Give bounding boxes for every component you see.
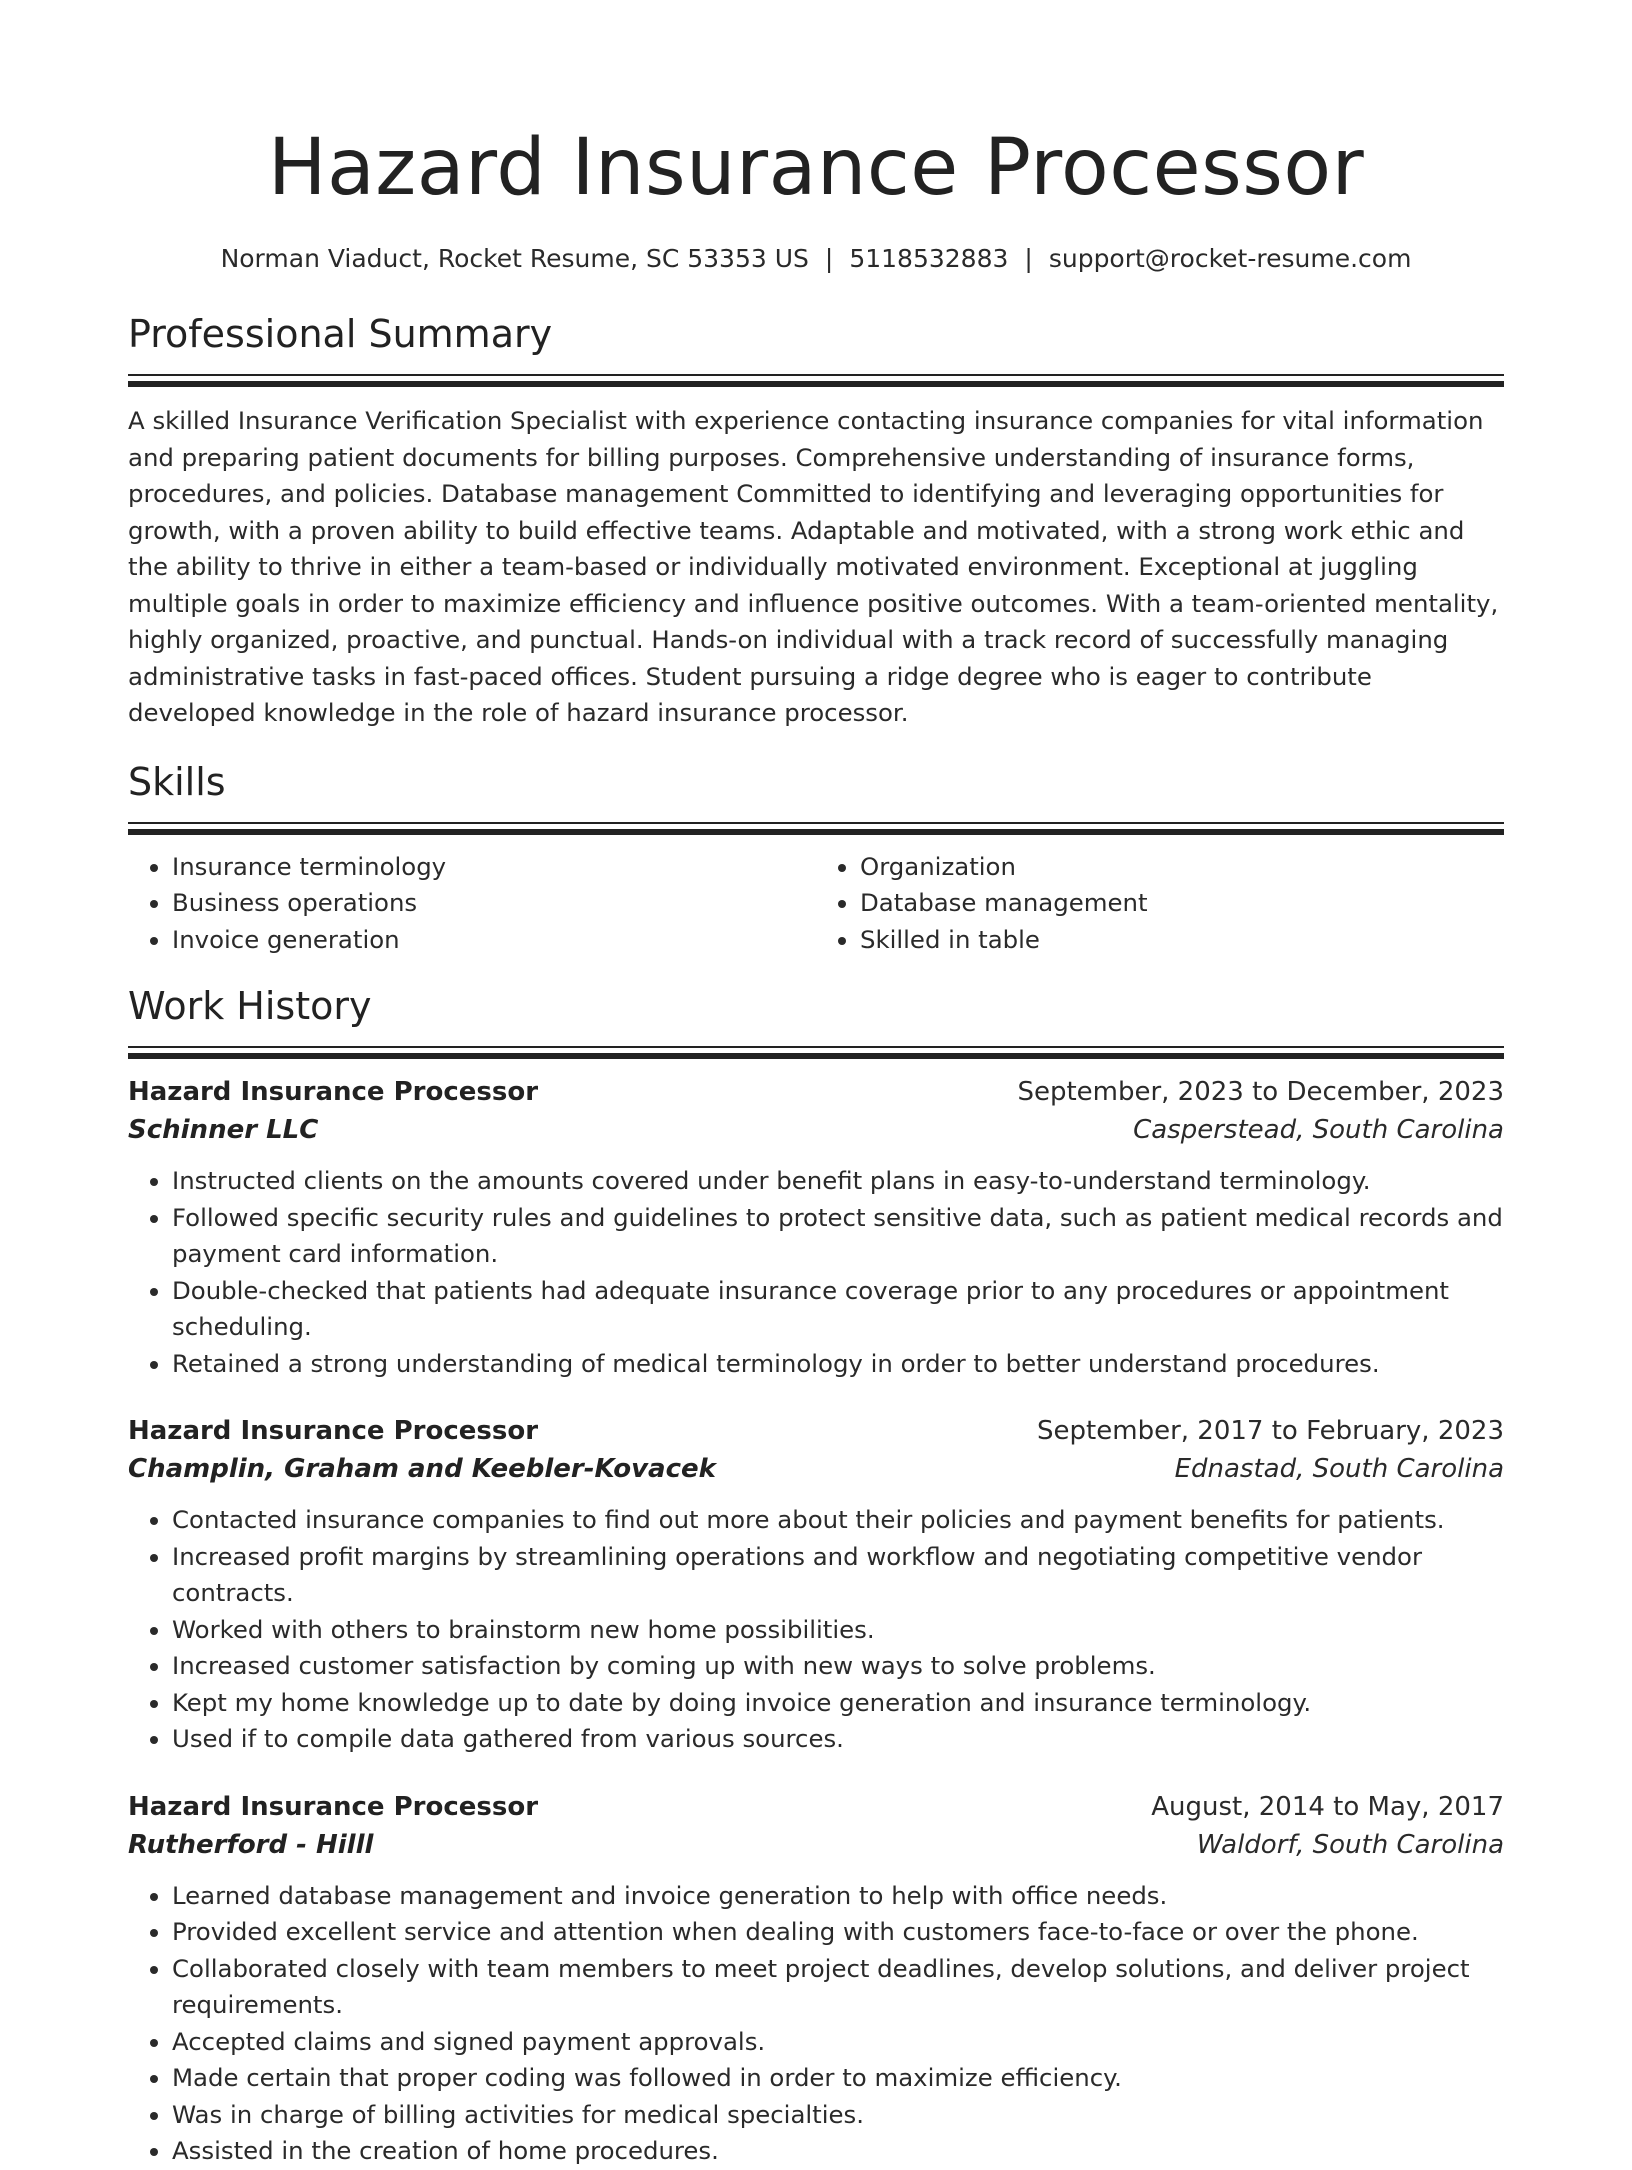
job-bullet: • Followed specific security rules and guidelines to protect sensitive data, such as patient medical records and payment card information. <box>172 1200 1504 1273</box>
job-title: Hazard Insurance Processor <box>128 1416 539 1446</box>
job-location: Casperstead, South Carolina <box>1133 1115 1504 1145</box>
job-entry <box>128 1412 1504 1758</box>
job-entry <box>128 1073 1504 1382</box>
job-dates: September, 2017 to February, 2023 <box>1037 1416 1504 1446</box>
job-bullets <box>128 1878 1504 2170</box>
contact-email[interactable]: support@rocket-resume.com <box>1048 244 1412 273</box>
skill-item: • Skilled in table <box>860 922 1504 959</box>
job-bullet: • Worked with others to brainstorm new home possibilities. <box>172 1612 1504 1649</box>
job-header <box>128 1412 1504 1450</box>
contact-address: Norman Viaduct, Rocket Resume, SC 53353 US <box>220 244 809 273</box>
job-bullet: • Learned database management and invoice generation to help with office needs. <box>172 1878 1504 1915</box>
job-bullet: • Made certain that proper coding was followed in order to maximize efficiency. <box>172 2060 1504 2097</box>
job-bullet: • Assisted in the creation of home procedures. <box>172 2133 1504 2170</box>
contact-separator: | <box>1024 244 1033 273</box>
contact-phone: 5118532883 <box>849 244 1009 273</box>
job-header <box>128 1788 1504 1826</box>
job-company: Schinner LLC <box>128 1115 319 1145</box>
job-bullet: • Was in charge of billing activities for medical specialties. <box>172 2097 1504 2134</box>
section-title-work-history: Work History <box>128 984 372 1028</box>
section-title-summary: Professional Summary <box>128 312 553 356</box>
job-bullets <box>128 1502 1504 1758</box>
job-entry <box>128 1788 1504 2170</box>
job-bullet: • Increased profit margins by streamlining operations and workflow and negotiating competitive vendor contracts. <box>172 1539 1504 1612</box>
section-title-skills: Skills <box>128 759 226 804</box>
job-subheader <box>128 1450 1504 1488</box>
job-location: Ednastad, South Carolina <box>1174 1454 1504 1484</box>
skill-item: • Business operations <box>172 885 816 922</box>
skills-column-left <box>128 849 816 959</box>
skills-list <box>128 849 1504 959</box>
skill-item: • Database management <box>860 885 1504 922</box>
section-rule-thick <box>128 381 1504 387</box>
job-dates: August, 2014 to May, 2017 <box>1151 1791 1504 1822</box>
skill-item: • Organization <box>860 849 1504 886</box>
job-company: Rutherford - Hilll <box>128 1829 374 1860</box>
job-bullet: • Collaborated closely with team members to meet project deadlines, develop solutions, and deliver project requirements. <box>172 1951 1504 2024</box>
skill-item: • Insurance terminology <box>172 849 816 886</box>
work-history-section <box>128 982 1504 2170</box>
resume-page <box>128 0 1504 2170</box>
resume-name: Hazard Insurance Processor <box>267 123 1365 213</box>
section-rule-thin <box>128 822 1504 824</box>
contact-separator: | <box>824 244 834 273</box>
job-bullet: • Retained a strong understanding of medical terminology in order to better understand procedures. <box>172 1346 1504 1383</box>
section-rule-thin <box>128 1046 1504 1048</box>
job-bullet: • Instructed clients on the amounts covered under benefit plans in easy-to-understand terminology. <box>172 1163 1504 1200</box>
job-dates: September, 2023 to December, 2023 <box>1017 1077 1504 1107</box>
contact-line <box>128 242 1504 276</box>
job-title: Hazard Insurance Processor <box>128 1791 539 1822</box>
job-subheader <box>128 1826 1504 1864</box>
job-bullet: • Increased customer satisfaction by coming up with new ways to solve problems. <box>172 1648 1504 1685</box>
skills-column-right <box>816 849 1504 959</box>
section-rule-thick <box>128 1053 1504 1059</box>
job-company: Champlin, Graham and Keebler-Kovacek <box>128 1454 716 1484</box>
job-bullet: • Used if to compile data gathered from various sources. <box>172 1721 1504 1758</box>
section-rule-thick <box>128 829 1504 835</box>
job-bullet: • Double-checked that patients had adequate insurance coverage prior to any procedures or appointment scheduling. <box>172 1273 1504 1346</box>
job-bullets <box>128 1163 1504 1382</box>
skills-section <box>128 758 1504 959</box>
job-location: Waldorf, South Carolina <box>1196 1829 1504 1860</box>
job-subheader <box>128 1111 1504 1149</box>
section-rule-thin <box>128 374 1504 376</box>
job-bullet: • Accepted claims and signed payment approvals. <box>172 2024 1504 2061</box>
skill-item: • Invoice generation <box>172 922 816 959</box>
summary-section <box>128 310 1504 732</box>
job-bullet: • Provided excellent service and attention when dealing with customers face-to-face or over the phone. <box>172 1914 1504 1951</box>
summary-text: A skilled Insurance Verification Specialist with experience contacting insurance companies for vital information and preparing patient documents for billing purposes. Comprehensive understanding of insurance forms, procedures, and policies. Database management Committed to identifying and leveraging opportunities for growth, with a proven ability to build effective teams. Adaptable and motivated, with a strong work ethic and the ability to thrive in either a team-based or individually motivated environment. Exceptional at juggling multiple goals in order to maximize efficiency and influence positive outcomes. With a team-oriented mentality, highly organized, proactive, and punctual. Hands-on individual with a track record of successfully managing administrative tasks in fast-paced offices. Student pursuing a ridge degree who is eager to contribute developed knowledge in the role of hazard insurance processor. <box>128 406 1499 727</box>
job-bullet: • Kept my home knowledge up to date by doing invoice generation and insurance terminology. <box>172 1685 1504 1722</box>
job-bullet: • Contacted insurance companies to find out more about their policies and payment benefits for patients. <box>172 1502 1504 1539</box>
job-header <box>128 1073 1504 1111</box>
job-title: Hazard Insurance Processor <box>128 1077 539 1107</box>
